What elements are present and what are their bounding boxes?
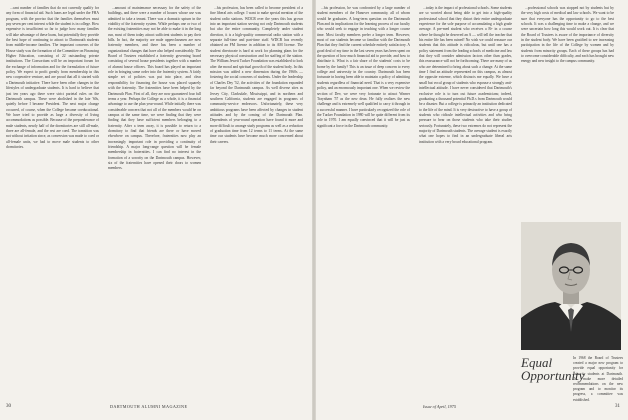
equal-opportunity-heading: Equal Opportunity: [521, 355, 585, 383]
portrait-photo: [521, 222, 621, 350]
left-column-2: [108, 6, 201, 399]
right-column-3-text: ...professional schools was stopped not by students but by the very high costs of medical and law schools. We want to be sure that everyone has the opportunity to go to the best schools. It was a challenging time to make a change, and we were uncertain how long this would work out. It is clear that the Board of Trustees is aware of the importance of diversity in the student body. We have been gratified to see increasing participation in the life of the College by women and by students from minority groups. Each of these groups has had to overcome considerable difficulty, and each has brought new energy and new insight to the campus community.: [521, 6, 614, 64]
left-column-2-text: ...amount of maintenance necessary for the safety of the buildings, and there were a number of houses whose use was admitted to take a tenant. There was a dramatic upturn in the viability of the fraternity system. While perhaps one or two of the existing fraternities may not be able to make it in the long run, most of them today attract sufficient students to pay their bills. In fact, the majority are male upperclassmen are now fraternity members, and there has been a number of organizational changes that have also helped considerably. The Board of Trustees established a fraternity governing board consisting of several house presidents together with a number of alumni house officers. This board has played an important role in bringing some order into the fraternity system. A fairly simple set of policies was put into place, and clear responsibility for financing the house was placed squarely with the fraternity. The fraternities have been helped by the Dartmouth Plan. First of all, they are now guaranteed four full terms a year. Perhaps the College as a whole, it is a financial advantage to use the plan year-round. While initially there was considerable concern that not all of the members would be on campus at the same time, we were finding that they were finding that they have sufficient members belonging to a fraternity. After a term away, it is possible to return to a dormitory to find that friends are there or have moved elsewhere on campus. Therefore, fraternities now play an increasingly important role in providing a continuity of friendship. A major long-range question will be female membership in fraternities. I can find no interest in the formation of a sorority on the Dartmouth campus. However, six of the fraternities have opened their doors to women members.: [108, 6, 201, 171]
left-column-3-text: ...his profession, has been called to become president of a fine liberal arts college. I want to make special mention of the student radio stations. WDCR over the years this has grown into an important station serving not only Dartmouth students but also the entire community. Completely under student direction, it is a high-quality commercial radio station with a separate full-time and part-time staff. WDCR has recently obtained an FM license in addition to its AM license. The student directorate is hard at work for planning plans for the necessary physical construction and for staffing of the station. The William Jewett Tucker Foundation was established to look after the moral and spiritual growth of the student body. In this mission was added a new dimension during the 1960s — fostering the social concerns of students. Under the leadership of Charles Dey '52, the activities of the foundation expanded far beyond the Dartmouth campus. As well diverse sites as Jersey City, Clarksdale, Mississippi, and in northern and southern California, students are engaged in programs of community-service endeavors. Unfortunately, these very ambitious programs have been affected by changes in student attitudes and by the coming of the Dartmouth Plan. Dependents of year-round operation have found it more and more difficult to arrange study programs as well as a reduction of graduation time from 12 terms to 11 terms. At the same time our students have become much more concerned about their careers.: [210, 6, 303, 144]
right-page-number: 31: [615, 404, 620, 409]
left-page-footer-title: DARTMOUTH ALUMNI MAGAZINE: [110, 404, 188, 409]
right-column-1: [317, 6, 410, 399]
left-column-3: [210, 6, 303, 399]
right-column-3: [521, 6, 614, 216]
left-column-1: [6, 6, 99, 399]
right-column-2: [419, 6, 512, 399]
equal-opportunity-body: [573, 356, 623, 404]
left-column-1-text: ...cant number of families that do not currently qualify for any form of financial aid. Such loans are legal under the FHA program, with the proviso that the families themselves must pay seven per cent interest while the student is in college. How expensive is insufficient so far to judge how many families will take advantage of these loans, but potentially they provide the best hope of continuing to attract to Dartmouth students from middle-income families. The important concerns of the House study was the formation of the Committee on Financing Higher Education, consisting of 22 outstanding private institutions. The Consortium will be an important forum for the exchange of information and for the formulation of future policy. We expect to profit greatly from membership in this new cooperative venture, and are proud that all it started with a Dartmouth initiative. There have been other changes in the lifestyles of undergraduate students. It is hard to believe that just ten years ago there were strict parietal rules on the Dartmouth campus. These were abolished in the late '60s, quietly before I became President. The next major change occurred, of course, when the College became coeducational. We have tried to provide as large a diversity of living accommodations as possible. Because of the preponderance of male students, nearly half of the dormitories are still all-male, three are all-female, and the rest are coed. The transition was not without irritation since, as conversion was made to coed or all-female units, we had to move male students to other dormitories.: [6, 6, 99, 149]
right-page: [315, 0, 628, 420]
right-column-1-text: ...his profession, he was confronted by a large number of student members of the Hanover community, all of whom would be graduates. A long-term question on the Dartmouth Plan and its implications for the learning process of our faculty who would seek to engage in teaching with a longer course time. Most faculty members prefer a longer term. However, most of our students become so familiar with the Dartmouth Plan that they find the current schedule entirely satisfactory. A good deal of my time in the last seven years has been spent on the question of how much financial aid to provide, and how to distribute it. What is a fair share of the students' costs to be borne by the family? This is an issue of deep concern to every college and university in the country. Dartmouth has been fortunate in having been able to maintain a policy of admitting students regardless of financial need. That is a very expensive policy, and an enormously important one. When we review the section of Dev, we were very fortunate to attract Warner Traynham '57 as the new dean. He fully realizes the new challenge and is extremely well qualified to carry it through in a successful manner. I have particularly recognized the role of the Tucker Foundation in 1980 will be quite different from its role in 1970. I am equally convinced that it will be just as significant a force in the Dartmouth community.: [317, 6, 410, 128]
equal-opportunity-text: In 1968 the Board of Trustees created a major new program to provide equal opportunity for minority students at Dartmouth. To make more detailed recommendations on the new program and to monitor its progress, a committee was established.: [573, 356, 623, 402]
left-page: [0, 0, 313, 420]
right-column-2-text: ...today is the impact of professional schools. Some students are so worried about being able to get into a high-quality professional school that they distort their entire undergraduate experience for the sole purpose of accumulating a high grade average. A pre-med student who receives a B+ in a course where he thought he deserved an A — will tell the teacher that his entire life has been ruined! No wish we could reassure our students that this attitude is ridiculous, but until one has a policy statement from the leading schools of medicine and law that they will consider admission factors other than grades, this reassurance will not be forthcoming. There are many of us who are determined to bring about such a change. At the same time I find an attitude represented on this campus, as almost the opposite extreme, which distracts me equally. We have a small but vocal group of students who espouse a strongly anti-intellectual attitude. I have never considered that Dartmouth's exclusive role is to turn out future academicians; indeed, graduating a thousand potential Ph.D.s from Dartmouth would be a disaster. But a college is primarily an institution dedicated to the life of the mind. It is very destructive to have a group of students who ridicule intellectual activities and who bring pressure to bear on those students who take their studies seriously. Fortunately, these two extremes do not represent the majority of Dartmouth students. The average student is exactly what one hopes to find in an undergraduate liberal arts institution with a very broad educational program.: [419, 6, 512, 144]
left-page-number: 30: [6, 404, 11, 409]
right-page-footer-issue: Issue of April, 1975: [423, 404, 456, 409]
portrait-photo-icon: [521, 222, 621, 350]
